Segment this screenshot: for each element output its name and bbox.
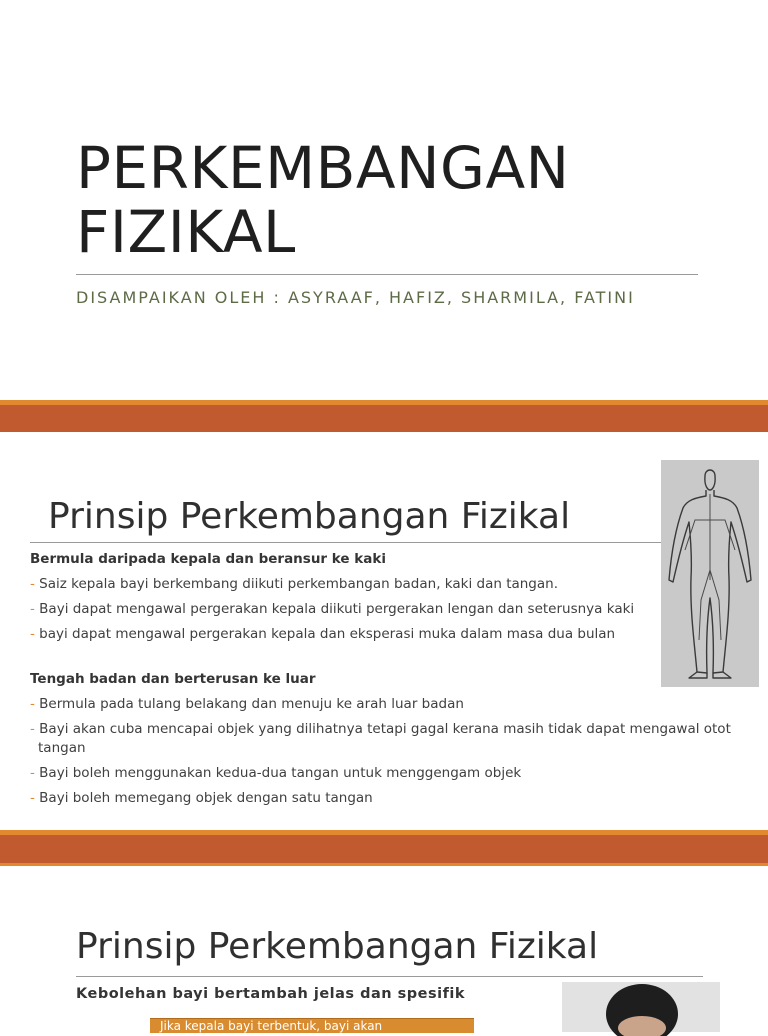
highlight-box: Jika kepala bayi terbentuk, bayi akan [150,1018,474,1033]
presentation-title [76,136,570,264]
section-heading: Tengah badan dan berterusan ke luar [30,671,316,687]
slide-title [0,0,768,400]
heading-divider [30,542,670,543]
slide-heading: Prinsip Perkembangan Fizikal [48,496,571,537]
heading-divider [76,976,703,977]
list-item: - Bayi boleh menggunakan kedua-dua tangan untuk menggengam objek [30,765,522,781]
section-heading: Bermula daripada kepala dan beransur ke kaki [30,551,386,567]
body-diagram-image [661,460,759,687]
list-item: - Saiz kepala bayi berkembang diikuti perkembangan badan, kaki dan tangan. [30,576,558,592]
dash-bullet: - [30,765,40,781]
baby-photo [562,982,720,1032]
human-body-icon [661,460,759,687]
list-item: - Bermula pada tulang belakang dan menuju ke arah luar badan [30,696,464,712]
slide-principles-2 [0,866,768,1033]
list-item: - bayi dapat mengawal pergerakan kepala dan eksperasi muka dalam masa dua bulan [30,626,616,642]
slide-separator [0,830,768,866]
dash-bullet: - [30,696,40,712]
bullet-list [30,695,750,808]
dash-bullet: - [30,721,40,737]
slide-heading: Prinsip Perkembangan Fizikal [76,926,599,967]
dash-bullet: - [30,576,40,592]
dash-bullet: - [30,626,40,642]
slide-principles [0,432,768,830]
title-line-1: PERKEMBANGAN [76,134,570,202]
title-line-2: FIZIKAL [76,198,296,266]
presentation-subtitle: DISAMPAIKAN OLEH : ASYRAAF, HAFIZ, SHARMILA, FATINI [76,288,635,307]
list-item: - Bayi dapat mengawal pergerakan kepala diikuti pergerakan lengan dan seterusnya kaki [30,601,635,617]
photo-icon [562,982,720,1032]
bullet-list [30,575,750,644]
dash-bullet: - [30,790,40,806]
title-divider [76,274,698,275]
list-item: - Bayi boleh memegang objek dengan satu tangan [30,790,373,806]
dash-bullet: - [30,601,40,617]
slide-separator [0,400,768,432]
list-item: - Bayi akan cuba mencapai objek yang dilihatnya tetapi gagal kerana masih tidak dapat mengawal otot tangan [30,721,731,756]
slide-body [30,550,750,814]
section-heading: Kebolehan bayi bertambah jelas dan spesifik [76,986,465,1002]
